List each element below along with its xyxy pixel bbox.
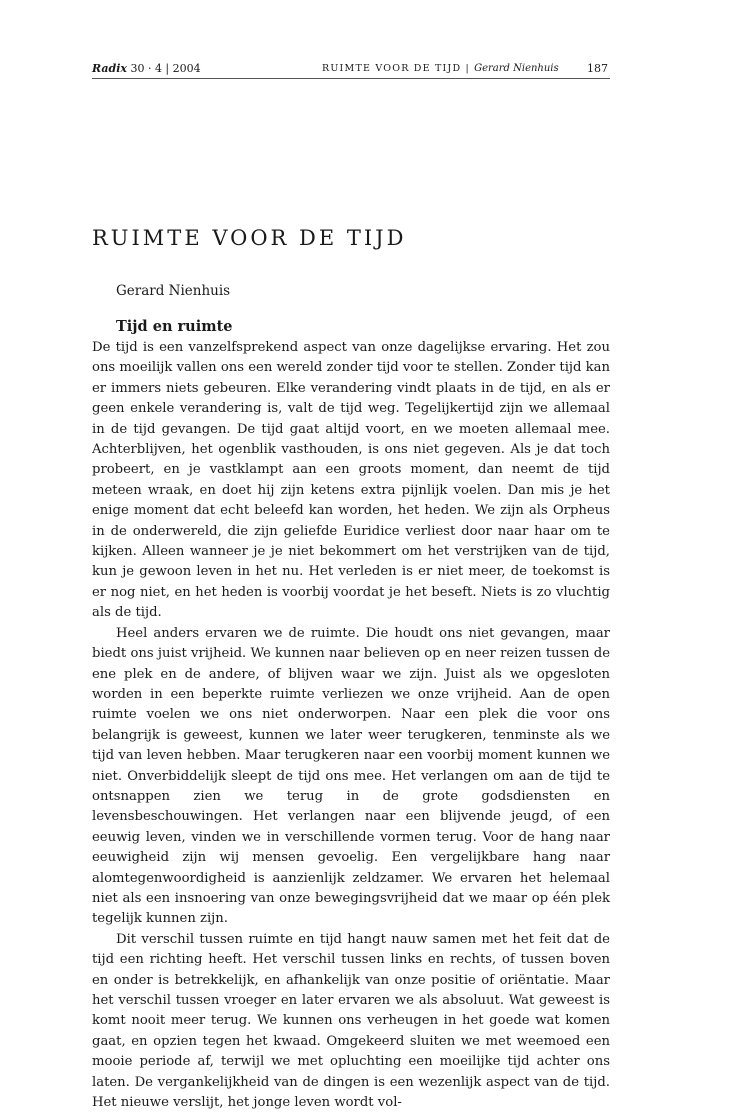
journal-issue: 30 · 4 | 2004 xyxy=(130,62,201,75)
running-separator: | xyxy=(461,63,475,74)
journal-name: Radix xyxy=(92,62,127,75)
journal-citation xyxy=(92,62,201,76)
running-header xyxy=(92,62,610,79)
running-title-text: RUIMTE VOOR DE TIJD xyxy=(322,63,462,74)
paragraph-3: Dit verschil tussen ruimte en tijd hangt nauw samen met het feit dat de tijd een richting heeft. Het verschil tussen links en rechts, of tussen boven en onder is betrekkelijk, en afhankelijk van onze positie of oriëntatie. Maar het verschil tussen vroeger en later ervaren we als absoluut. Wat geweest is komt nooit meer terug. We kunnen ons verheugen in het goede wat komen gaat, en opzien tegen het kwaad. Omgekeerd sluiten we met weemoed een mooie periode af, terwijl we met opluchting een moeilijke tijd achter ons laten. De vergankelijkheid van de dingen is een wezenlijk aspect van de tijd. Het nieuwe verslijt, het jonge leven wordt vol- xyxy=(92,931,610,1111)
running-author: Gerard Nienhuis xyxy=(474,63,559,74)
paragraph-1: De tijd is een vanzelfsprekend aspect van onze dagelijkse ervaring. Het zou ons moeilijk vallen ons een wereld zonder tijd voor te stellen. Zonder tijd kan er immers niets gebeuren. Elke verandering vindt plaats in de tijd, en als er geen enkele verandering is, valt de tijd weg. Tegelijkertijd zijn we allemaal in de tijd gevangen. De tijd gaat altijd voort, en we moeten allemaal mee. Achterblijven, het ogenblik vasthouden, is ons niet gegeven. Als je dat toch probeert, en je vastklampt aan een groots moment, dan neemt de tijd meteen wraak, en doet hij zijn ketens extra pijnlijk voelen. Dan mis je het enige moment dat echt beleefd kan worden, het heden. We zijn als Orpheus in de onderwereld, die zijn geliefde Euridice verliest door naar haar om te kijken. Alleen wanneer je je niet bekommert om het verstrijken van de tijd, kun je gewoon leven in het nu. Het verleden is er niet meer, de toekomst is er nog niet, en het heden is voorbij voordat je het beseft. Niets is zo vluchtig als de tijd. xyxy=(92,340,610,621)
section-heading: Tijd en ruimte xyxy=(116,318,233,335)
article-title: RUIMTE VOOR DE TIJD xyxy=(92,226,407,250)
article-body xyxy=(92,338,610,1113)
paragraph-2: Heel anders ervaren we de ruimte. Die houdt ons niet gevangen, maar biedt ons juist vrijheid. We kunnen naar believen op en neer reizen tussen de ene plek en de andere, of blijven waar we zijn. Juist als we opgesloten worden in een beperkte ruimte verliezen we onze vrijheid. Aan de open ruimte voelen we ons niet onderworpen. Naar een plek die voor ons belangrijk is geweest, kunnen we later weer terugkeren, tenminste als we tijd van leven hebben. Maar terugkeren naar een voorbij moment kunnen we niet. Onverbiddelijk sleept de tijd ons mee. Het verlangen om aan de tijd te ontsnappen zien we terug in de grote godsdiensten en levensbeschouwingen. Het verlangen naar een blijvende jeugd, of een eeuwig leven, vinden we in verschillende vormen terug. Voor de hang naar eeuwigheid zijn wij mensen gevoelig. Een vergelijkbare hang naar alomtegenwoordigheid is aanzienlijk zeldzamer. We ervaren het helemaal niet als een insnoering van onze bewegingsvrijheid dat we maar op één plek tegelijk kunnen zijn. xyxy=(92,625,610,927)
page-number: 187 xyxy=(587,62,608,75)
running-title xyxy=(322,62,559,76)
article-author: Gerard Nienhuis xyxy=(116,283,231,299)
